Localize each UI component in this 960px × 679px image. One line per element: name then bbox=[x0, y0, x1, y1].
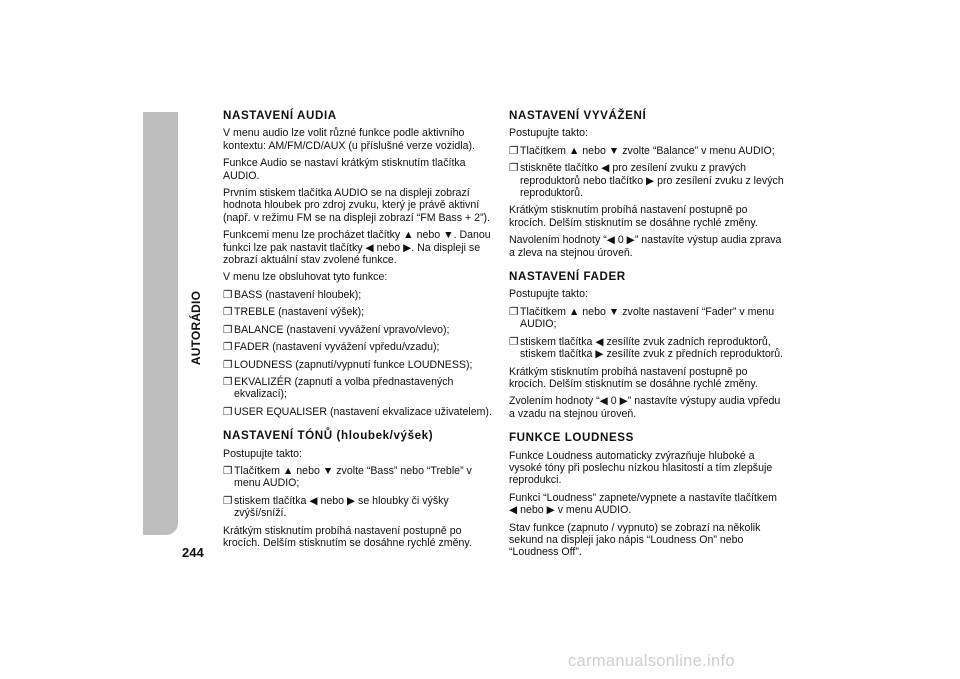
paragraph: Krátkým stisknutím probíhá nastavení postupně po krocích. Delším stisknutím se dosáhne rychlé změny. bbox=[509, 204, 758, 229]
checkbox-bullet-icon: ❐ bbox=[223, 375, 233, 388]
paragraph: Zvolením hodnoty “◀ 0 ▶” nastavíte výstupy audia vpředu a vzadu na stejnou úroveň. bbox=[509, 395, 781, 420]
sidebar-tab bbox=[143, 117, 178, 535]
sidebar-chapter-label: AUTORÁDIO bbox=[189, 290, 203, 366]
list-item: ❐ LOUDNESS (zapnutí/vypnutí funkce LOUDNESS); bbox=[223, 358, 473, 371]
checkbox-bullet-icon: ❐ bbox=[509, 144, 519, 157]
checkbox-bullet-icon: ❐ bbox=[509, 335, 519, 348]
section-heading-fader: NASTAVENÍ FADER bbox=[509, 270, 626, 284]
list-item: ❐ stiskněte tlačítko ◀ pro zesílení zvuku z pravých reproduktorů nebo tlačítko ▶ pro zesílení zvuku z levých reproduktorů. bbox=[509, 162, 784, 200]
section-heading-loudness: FUNKCE LOUDNESS bbox=[509, 431, 634, 445]
paragraph: Postupujte takto: bbox=[509, 127, 588, 140]
paragraph: Postupujte takto: bbox=[223, 447, 302, 460]
list-item: ❐ BALANCE (nastavení vyvážení vpravo/vlevo); bbox=[223, 323, 450, 336]
left-column bbox=[223, 110, 495, 554]
checkbox-bullet-icon: ❐ bbox=[509, 305, 519, 318]
list-item: ❐ TREBLE (nastavení výšek); bbox=[223, 306, 365, 319]
checkbox-bullet-icon: ❐ bbox=[223, 306, 233, 319]
checkbox-bullet-icon: ❐ bbox=[223, 405, 233, 418]
list-item: ❐ stiskem tlačítka ◀ zesílíte zvuk zadních reproduktorů, stiskem tlačítka ▶ zesílíte zvuk z předních reproduktorů. bbox=[509, 335, 784, 361]
paragraph: Postupujte takto: bbox=[509, 288, 588, 301]
section-heading-tones: NASTAVENÍ TÓNŮ (hloubek/výšek) bbox=[223, 429, 434, 443]
section-heading-audio: NASTAVENÍ AUDIA bbox=[223, 109, 337, 122]
list-item: ❐ USER EQUALISER (nastavení ekvalizace uživatelem). bbox=[223, 405, 492, 418]
checkbox-bullet-icon: ❐ bbox=[223, 494, 233, 507]
checkbox-bullet-icon: ❐ bbox=[223, 288, 233, 301]
checkbox-bullet-icon: ❐ bbox=[223, 323, 233, 336]
paragraph: Funkce Audio se nastaví krátkým stisknutím tlačítka AUDIO. bbox=[223, 157, 466, 182]
section-heading-balance: NASTAVENÍ VYVÁŽENÍ bbox=[509, 109, 647, 122]
paragraph: Navolením hodnoty “◀ 0 ▶” nastavíte výstup audia zprava a zleva na stejnou úroveň. bbox=[509, 234, 782, 259]
list-item: ❐ stiskem tlačítka ◀ nebo ▶ se hloubky či výšky zvýší/sníží. bbox=[223, 494, 449, 520]
paragraph: Funkci “Loudness” zapnete/vypnete a nastavíte tlačítkem ◀ nebo ▶ v menu AUDIO. bbox=[509, 491, 777, 517]
list-item: ❐ FADER (nastavení vyvážení vpředu/vzadu); bbox=[223, 341, 440, 354]
list-item: ❐ EKVALIZÉR (zapnutí a volba přednastavených ekvalizací); bbox=[223, 375, 454, 401]
checkbox-bullet-icon: ❐ bbox=[223, 358, 233, 371]
paragraph: Krátkým stisknutím probíhá nastavení postupně po krocích. Delším stisknutím se dosáhne rychlé změny. bbox=[509, 365, 758, 390]
page-number: 244 bbox=[182, 545, 204, 560]
paragraph: V menu lze obsluhovat tyto funkce: bbox=[223, 271, 388, 284]
list-item: ❐ Tlačítkem ▲ nebo ▼ zvolte “Bass” nebo “Treble” v menu AUDIO; bbox=[223, 464, 472, 490]
checkbox-bullet-icon: ❐ bbox=[223, 341, 233, 354]
list-item: ❐ Tlačítkem ▲ nebo ▼ zvolte “Balance” v menu AUDIO; bbox=[509, 144, 775, 157]
list-item: ❐ Tlačítkem ▲ nebo ▼ zvolte nastavení “Fader” v menu AUDIO; bbox=[509, 305, 775, 331]
watermark-text: carmanualsonline.info bbox=[568, 652, 735, 670]
right-column bbox=[509, 110, 787, 564]
paragraph: V menu audio lze volit různé funkce podle aktivního kontextu: AM/FM/CD/AUX (u příslušné verze vozidla). bbox=[223, 127, 475, 152]
paragraph: Prvním stiskem tlačítka AUDIO se na displeji zobrazí hodnota hloubek pro zdroj zvuku, který je právě aktivní (např. v režimu FM se na displeji zobrazí “FM Bass + 2”). bbox=[223, 187, 490, 224]
list-item: ❐ BASS (nastavení hloubek); bbox=[223, 288, 362, 301]
paragraph: Stav funkce (zapnuto / vypnuto) se zobrazí na několik sekund na displeji jako nápis “Loudness On” nebo “Loudness Off”. bbox=[509, 521, 761, 559]
checkbox-bullet-icon: ❐ bbox=[223, 464, 233, 477]
paragraph: Krátkým stisknutím probíhá nastavení postupně po krocích. Delším stisknutím se dosáhne rychlé změny. bbox=[223, 524, 472, 549]
paragraph: Funkcemi menu lze procházet tlačítky ▲ nebo ▼. Danou funkci lze pak nastavit tlačítky ◀ nebo ▶. Na displeji se zobrazí aktuální stav zvolené funkce. bbox=[223, 229, 491, 267]
paragraph: Funkce Loudness automaticky zvýrazňuje hluboké a vysoké tóny při poslechu nízkou hlasitostí a tím zlepšuje reprodukci. bbox=[509, 449, 773, 487]
checkbox-bullet-icon: ❐ bbox=[509, 162, 519, 175]
